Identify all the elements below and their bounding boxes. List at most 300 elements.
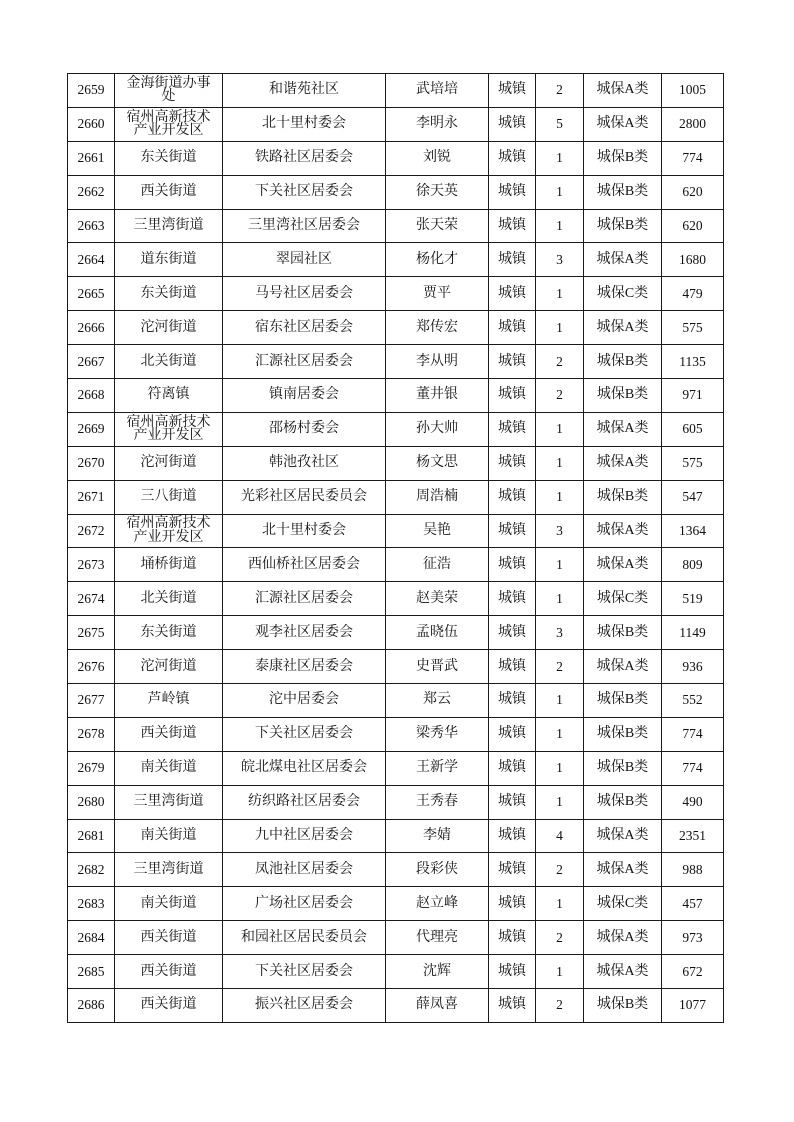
area-type-cell-text: 城镇: [498, 421, 526, 437]
area-type-cell: [489, 74, 536, 108]
household-count-cell-text: 1: [556, 218, 563, 233]
household-count-cell: [536, 887, 584, 921]
amount-cell: [662, 209, 724, 243]
street-cell-text: 芦岭镇: [147, 692, 190, 708]
person-name-cell: [386, 175, 489, 209]
amount-cell-text: 1077: [679, 997, 706, 1013]
household-count-cell-text: 2: [556, 997, 563, 1013]
row-number-cell: [68, 853, 115, 887]
row-number-cell: [68, 921, 115, 955]
street-cell-text: 南关街道: [140, 895, 197, 911]
area-type-cell-text: 城镇: [498, 692, 526, 708]
street-cell-text: 西关街道: [140, 726, 197, 742]
table-row: [68, 311, 724, 345]
row-number-cell: [68, 175, 115, 209]
table-row: [68, 480, 724, 514]
person-name-cell-text: 刘锐: [423, 150, 451, 166]
household-count-cell-text: 2: [556, 82, 563, 98]
table-row: [68, 785, 724, 819]
row-number-cell-text: 2683: [77, 895, 105, 911]
person-name-cell: [386, 582, 489, 616]
insurance-type-cell-text: 城保A类: [596, 556, 649, 572]
household-count-cell: [536, 446, 584, 480]
amount-cell-text: 1364: [679, 523, 706, 539]
street-cell: [115, 107, 223, 141]
household-count-cell-text: 2: [556, 387, 563, 403]
amount-cell-text: 1135: [679, 353, 706, 369]
community-cell: [223, 243, 386, 277]
insurance-type-cell: [584, 480, 662, 514]
community-cell: [223, 379, 386, 413]
row-number-cell: [68, 616, 115, 650]
insurance-type-cell-text: 城保B类: [596, 150, 649, 166]
amount-cell: [662, 819, 724, 853]
amount-cell-text: 971: [682, 387, 703, 403]
area-type-cell-text: 城镇: [498, 116, 526, 132]
street-cell-text: 南关街道: [140, 828, 197, 844]
community-cell-text: 翠园社区: [276, 251, 332, 267]
insurance-type-cell: [584, 107, 662, 141]
table-row: [68, 853, 724, 887]
community-cell: [223, 751, 386, 785]
household-count-cell-text: 5: [556, 116, 563, 132]
area-type-cell: [489, 446, 536, 480]
amount-cell-text: 672: [682, 963, 703, 979]
community-cell: [223, 582, 386, 616]
household-count-cell-text: 4: [556, 828, 563, 844]
community-cell: [223, 446, 386, 480]
insurance-type-cell-text: 城保B类: [596, 794, 649, 810]
person-name-cell: [386, 853, 489, 887]
area-type-cell-text: 城镇: [498, 929, 526, 945]
community-cell: [223, 548, 386, 582]
street-cell-text: 东关街道: [140, 285, 197, 301]
street-cell: [115, 548, 223, 582]
amount-cell-text: 605: [682, 421, 703, 437]
area-type-cell: [489, 650, 536, 684]
household-count-cell: [536, 853, 584, 887]
row-number-cell: [68, 582, 115, 616]
amount-cell: [662, 785, 724, 819]
insurance-type-cell-text: 城保A类: [596, 523, 649, 539]
amount-cell: [662, 446, 724, 480]
household-count-cell-text: 3: [556, 624, 563, 640]
table-body: [68, 74, 724, 1023]
community-cell: [223, 717, 386, 751]
row-number-cell-text: 2681: [77, 828, 105, 844]
household-count-cell: [536, 514, 584, 548]
insurance-type-cell-text: 城保B类: [596, 760, 649, 776]
amount-cell: [662, 480, 724, 514]
person-name-cell: [386, 480, 489, 514]
street-cell: [115, 921, 223, 955]
community-cell: [223, 209, 386, 243]
amount-cell: [662, 74, 724, 108]
household-count-cell: [536, 785, 584, 819]
row-number-cell-text: 2682: [77, 861, 105, 877]
household-count-cell: [536, 921, 584, 955]
person-name-cell: [386, 751, 489, 785]
person-name-cell-text: 吴艳: [423, 523, 451, 539]
insurance-type-cell: [584, 955, 662, 989]
row-number-cell-text: 2664: [77, 251, 105, 267]
area-type-cell: [489, 989, 536, 1023]
household-count-cell-text: 2: [556, 861, 563, 877]
area-type-cell: [489, 819, 536, 853]
household-count-cell: [536, 751, 584, 785]
amount-cell-text: 774: [682, 150, 703, 166]
street-cell-text: 西关街道: [140, 997, 197, 1013]
area-type-cell: [489, 955, 536, 989]
community-cell-text: 纺织路社区居委会: [248, 794, 360, 810]
community-cell: [223, 650, 386, 684]
community-cell-text: 宿东社区居委会: [255, 319, 353, 335]
street-cell: [115, 74, 223, 108]
insurance-type-cell-text: 城保B类: [596, 353, 649, 369]
area-type-cell: [489, 345, 536, 379]
amount-cell-text: 1680: [679, 251, 706, 267]
insurance-type-cell-text: 城保A类: [596, 251, 649, 267]
community-cell: [223, 785, 386, 819]
street-cell-text: 沱河街道: [140, 455, 197, 471]
household-count-cell-text: 1: [556, 692, 563, 708]
area-type-cell-text: 城镇: [498, 218, 526, 233]
insurance-type-cell-text: 城保B类: [596, 218, 649, 233]
row-number-cell-text: 2659: [77, 82, 105, 98]
table-row: [68, 74, 724, 108]
insurance-type-cell: [584, 989, 662, 1023]
row-number-cell: [68, 107, 115, 141]
row-number-cell: [68, 345, 115, 379]
insurance-type-cell-text: 城保A类: [596, 455, 649, 471]
row-number-cell-text: 2676: [77, 658, 105, 674]
table-row: [68, 921, 724, 955]
insurance-type-cell-text: 城保A类: [596, 963, 649, 979]
insurance-type-cell-text: 城保B类: [596, 726, 649, 742]
household-count-cell: [536, 548, 584, 582]
street-cell-text: 埇桥街道: [140, 556, 197, 572]
street-cell: [115, 209, 223, 243]
table-row: [68, 548, 724, 582]
person-name-cell-text: 王秀春: [416, 794, 458, 810]
row-number-cell-text: 2686: [77, 997, 105, 1013]
area-type-cell-text: 城镇: [498, 794, 526, 810]
area-type-cell-text: 城镇: [498, 285, 526, 301]
household-count-cell: [536, 209, 584, 243]
household-count-cell-text: 1: [556, 285, 563, 301]
community-cell: [223, 277, 386, 311]
area-type-cell-text: 城镇: [498, 387, 526, 403]
area-type-cell-text: 城镇: [498, 760, 526, 776]
household-count-cell-text: 3: [556, 523, 563, 539]
person-name-cell-text: 李明永: [416, 116, 458, 132]
row-number-cell-text: 2672: [77, 523, 105, 539]
community-cell: [223, 74, 386, 108]
amount-cell: [662, 412, 724, 446]
row-number-cell: [68, 277, 115, 311]
community-cell: [223, 107, 386, 141]
row-number-cell: [68, 989, 115, 1023]
street-cell-text: 西关街道: [140, 929, 197, 945]
person-name-cell: [386, 379, 489, 413]
table-row: [68, 887, 724, 921]
street-cell: [115, 616, 223, 650]
amount-cell: [662, 751, 724, 785]
insurance-type-cell-text: 城保B类: [596, 184, 649, 200]
person-name-cell: [386, 921, 489, 955]
amount-cell: [662, 989, 724, 1023]
person-name-cell: [386, 616, 489, 650]
insurance-type-cell: [584, 345, 662, 379]
community-cell-text: 镇南居委会: [269, 387, 339, 403]
person-name-cell: [386, 311, 489, 345]
insurance-type-cell: [584, 311, 662, 345]
amount-cell-text: 519: [682, 590, 703, 606]
community-cell-text: 沱中居委会: [269, 692, 339, 708]
row-number-cell-text: 2671: [77, 489, 105, 505]
area-type-cell-text: 城镇: [498, 963, 526, 979]
area-type-cell: [489, 107, 536, 141]
area-type-cell: [489, 311, 536, 345]
insurance-type-cell: [584, 514, 662, 548]
row-number-cell-text: 2673: [77, 556, 105, 572]
area-type-cell-text: 城镇: [498, 82, 526, 98]
street-cell-text: 宿州高新技术产业开发区: [126, 516, 211, 545]
insurance-type-cell: [584, 582, 662, 616]
person-name-cell: [386, 887, 489, 921]
area-type-cell-text: 城镇: [498, 590, 526, 606]
street-cell-text: 南关街道: [140, 760, 197, 776]
community-cell-text: 和谐苑社区: [269, 82, 339, 98]
area-type-cell: [489, 243, 536, 277]
area-type-cell: [489, 379, 536, 413]
household-count-cell-text: 1: [556, 489, 563, 505]
area-type-cell: [489, 582, 536, 616]
row-number-cell: [68, 514, 115, 548]
community-cell-text: 观李社区居委会: [255, 624, 353, 640]
area-type-cell-text: 城镇: [498, 184, 526, 200]
household-count-cell-text: 1: [556, 319, 563, 335]
area-type-cell: [489, 684, 536, 718]
area-type-cell-text: 城镇: [498, 828, 526, 844]
person-name-cell: [386, 785, 489, 819]
row-number-cell: [68, 446, 115, 480]
street-cell-text: 西关街道: [140, 963, 197, 979]
area-type-cell: [489, 785, 536, 819]
community-cell: [223, 887, 386, 921]
household-count-cell: [536, 989, 584, 1023]
area-type-cell-text: 城镇: [498, 455, 526, 471]
amount-cell: [662, 955, 724, 989]
insurance-type-cell-text: 城保B类: [596, 624, 649, 640]
person-name-cell: [386, 141, 489, 175]
community-cell: [223, 311, 386, 345]
household-count-cell-text: 1: [556, 455, 563, 471]
row-number-cell: [68, 717, 115, 751]
household-count-cell-text: 1: [556, 760, 563, 776]
row-number-cell-text: 2667: [77, 353, 105, 369]
insurance-type-cell-text: 城保B类: [596, 489, 649, 505]
area-type-cell-text: 城镇: [498, 997, 526, 1013]
street-cell-text: 道东街道: [140, 251, 197, 267]
amount-cell: [662, 616, 724, 650]
person-name-cell-text: 赵美荣: [416, 590, 458, 606]
area-type-cell-text: 城镇: [498, 726, 526, 742]
person-name-cell: [386, 107, 489, 141]
row-number-cell-text: 2665: [77, 285, 105, 301]
area-type-cell-text: 城镇: [498, 556, 526, 572]
person-name-cell-text: 薛凤喜: [416, 997, 458, 1013]
insurance-type-cell: [584, 379, 662, 413]
row-number-cell: [68, 379, 115, 413]
area-type-cell: [489, 514, 536, 548]
amount-cell-text: 575: [682, 455, 703, 471]
community-cell: [223, 480, 386, 514]
row-number-cell: [68, 548, 115, 582]
household-count-cell: [536, 175, 584, 209]
person-name-cell: [386, 819, 489, 853]
community-cell-text: 下关社区居委会: [255, 963, 353, 979]
row-number-cell: [68, 751, 115, 785]
row-number-cell: [68, 887, 115, 921]
table-row: [68, 175, 724, 209]
insurance-type-cell: [584, 819, 662, 853]
area-type-cell: [489, 277, 536, 311]
community-cell: [223, 819, 386, 853]
household-count-cell: [536, 819, 584, 853]
insurance-type-cell-text: 城保A类: [596, 116, 649, 132]
person-name-cell: [386, 989, 489, 1023]
household-count-cell: [536, 955, 584, 989]
row-number-cell-text: 2677: [77, 692, 105, 708]
area-type-cell: [489, 548, 536, 582]
table-row: [68, 141, 724, 175]
insurance-type-cell: [584, 785, 662, 819]
area-type-cell-text: 城镇: [498, 319, 526, 335]
household-count-cell-text: 1: [556, 590, 563, 606]
table-row: [68, 989, 724, 1023]
amount-cell-text: 774: [682, 726, 703, 742]
person-name-cell-text: 李婧: [423, 828, 451, 844]
street-cell-text: 三里湾街道: [133, 218, 204, 233]
table-row: [68, 345, 724, 379]
row-number-cell: [68, 311, 115, 345]
person-name-cell-text: 王新学: [416, 760, 458, 776]
row-number-cell: [68, 243, 115, 277]
insurance-type-cell: [584, 887, 662, 921]
street-cell: [115, 955, 223, 989]
community-cell-text: 九中社区居委会: [255, 828, 353, 844]
household-count-cell: [536, 243, 584, 277]
person-name-cell-text: 李从明: [416, 353, 458, 369]
amount-cell: [662, 345, 724, 379]
area-type-cell: [489, 853, 536, 887]
amount-cell: [662, 514, 724, 548]
area-type-cell-text: 城镇: [498, 251, 526, 267]
row-number-cell-text: 2663: [77, 218, 105, 233]
row-number-cell-text: 2674: [77, 590, 105, 606]
insurance-type-cell-text: 城保A类: [596, 861, 649, 877]
area-type-cell-text: 城镇: [498, 624, 526, 640]
household-count-cell: [536, 107, 584, 141]
amount-cell-text: 1149: [679, 624, 706, 640]
insurance-type-cell: [584, 412, 662, 446]
household-count-cell: [536, 277, 584, 311]
amount-cell: [662, 650, 724, 684]
table-row: [68, 209, 724, 243]
area-type-cell-text: 城镇: [498, 353, 526, 369]
person-name-cell: [386, 243, 489, 277]
street-cell-text: 北关街道: [140, 590, 197, 606]
street-cell: [115, 311, 223, 345]
area-type-cell: [489, 412, 536, 446]
table-row: [68, 582, 724, 616]
area-type-cell: [489, 751, 536, 785]
person-name-cell-text: 孟晓伍: [416, 624, 458, 640]
row-number-cell-text: 2685: [77, 963, 105, 979]
community-cell-text: 北十里村委会: [262, 523, 346, 539]
amount-cell: [662, 684, 724, 718]
community-cell-text: 和园社区居民委员会: [241, 929, 367, 945]
person-name-cell-text: 代理亮: [416, 929, 458, 945]
row-number-cell: [68, 785, 115, 819]
street-cell-text: 三八街道: [140, 489, 197, 505]
person-name-cell-text: 赵立峰: [416, 895, 458, 911]
insurance-type-cell: [584, 616, 662, 650]
table-row: [68, 751, 724, 785]
table-row: [68, 107, 724, 141]
person-name-cell-text: 史晋武: [416, 658, 458, 674]
row-number-cell: [68, 141, 115, 175]
community-cell-text: 韩池孜社区: [269, 455, 339, 471]
community-cell-text: 泰康社区居委会: [255, 658, 353, 674]
insurance-type-cell: [584, 277, 662, 311]
community-cell: [223, 921, 386, 955]
person-name-cell-text: 杨化才: [416, 251, 458, 267]
street-cell: [115, 379, 223, 413]
insurance-type-cell: [584, 548, 662, 582]
subsidy-table: [67, 73, 724, 1023]
street-cell-text: 西关街道: [140, 184, 197, 200]
household-count-cell-text: 2: [556, 353, 563, 369]
row-number-cell: [68, 650, 115, 684]
household-count-cell: [536, 74, 584, 108]
table-row: [68, 616, 724, 650]
amount-cell: [662, 379, 724, 413]
table-row: [68, 412, 724, 446]
insurance-type-cell: [584, 717, 662, 751]
person-name-cell: [386, 955, 489, 989]
person-name-cell: [386, 412, 489, 446]
amount-cell-text: 809: [682, 556, 703, 572]
street-cell-text: 东关街道: [140, 624, 197, 640]
table-row: [68, 819, 724, 853]
amount-cell: [662, 311, 724, 345]
household-count-cell-text: 2: [556, 658, 563, 674]
insurance-type-cell-text: 城保A类: [596, 319, 649, 335]
row-number-cell-text: 2670: [77, 455, 105, 471]
street-cell-text: 沱河街道: [140, 658, 197, 674]
household-count-cell-text: 1: [556, 963, 563, 979]
person-name-cell-text: 周浩楠: [416, 489, 458, 505]
community-cell: [223, 684, 386, 718]
area-type-cell-text: 城镇: [498, 150, 526, 166]
area-type-cell-text: 城镇: [498, 895, 526, 911]
insurance-type-cell: [584, 446, 662, 480]
insurance-type-cell-text: 城保A类: [596, 828, 649, 844]
insurance-type-cell-text: 城保B类: [596, 997, 649, 1013]
amount-cell: [662, 921, 724, 955]
